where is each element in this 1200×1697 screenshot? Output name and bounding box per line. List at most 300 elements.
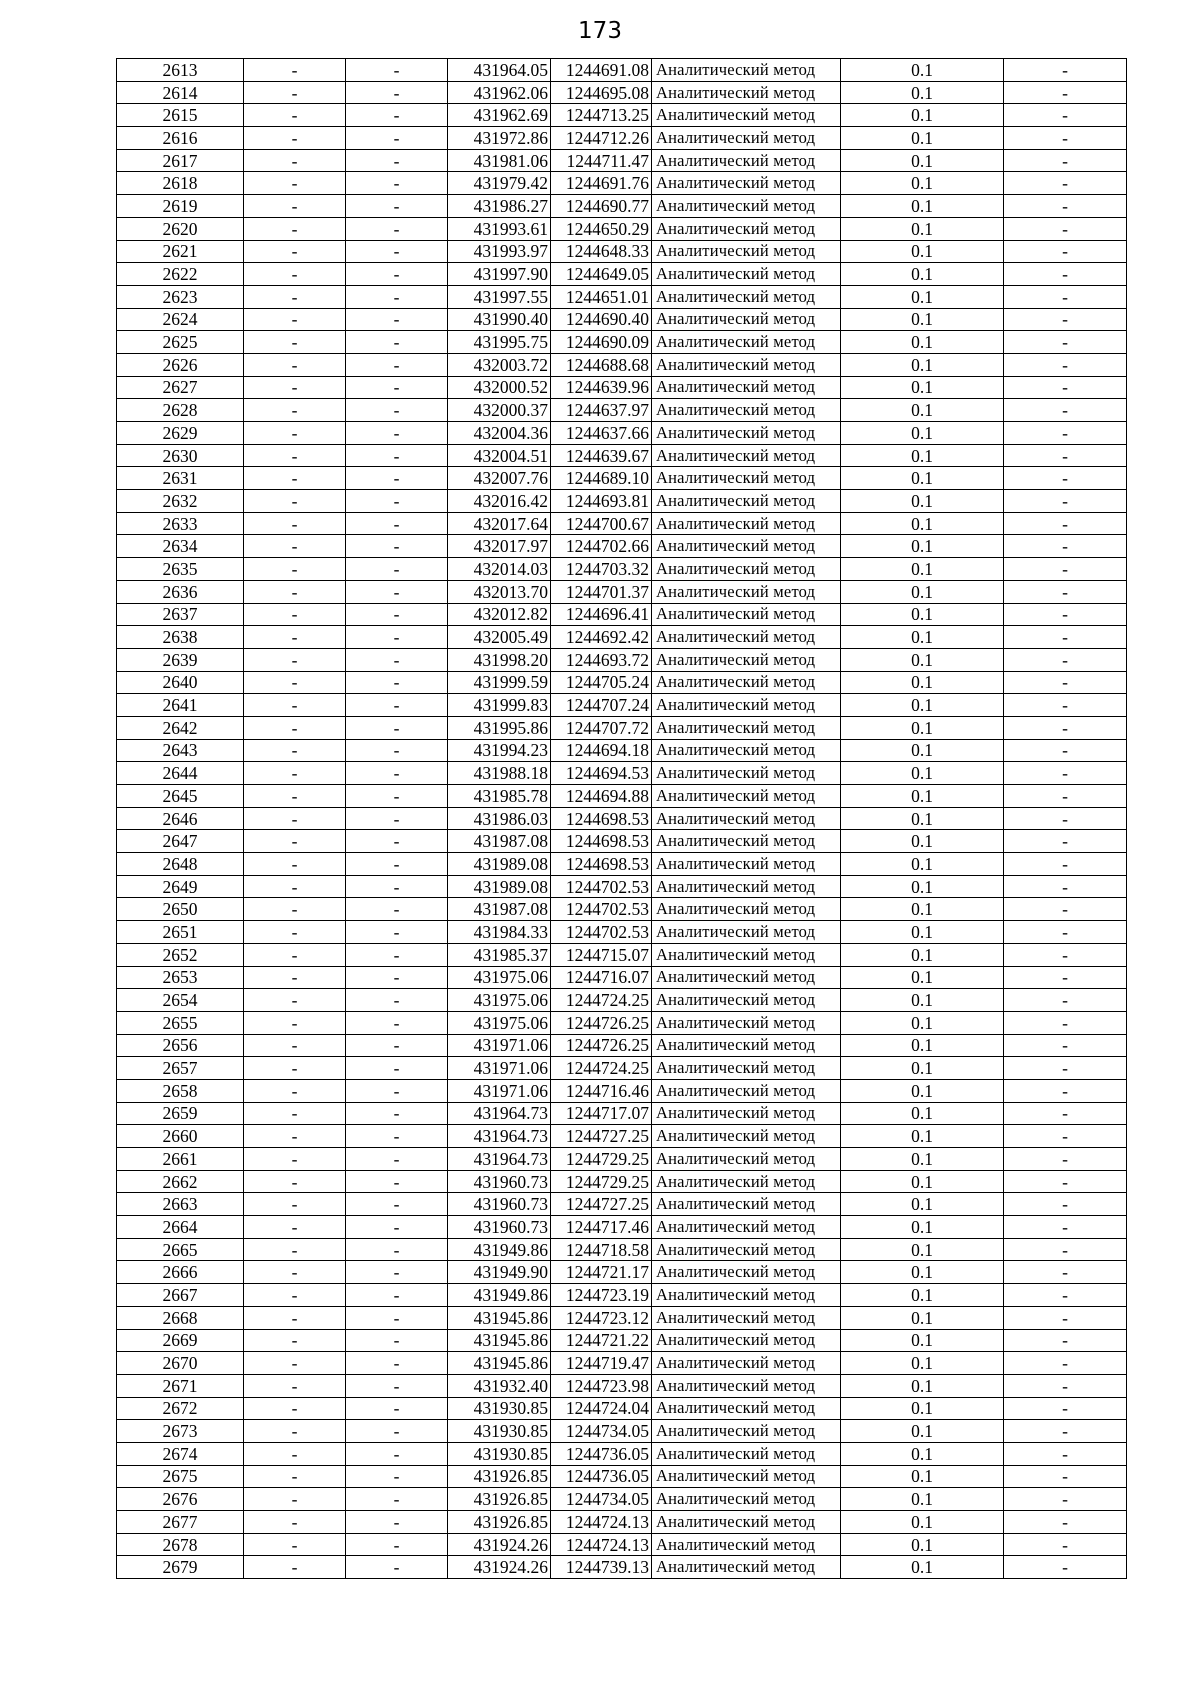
y-coordinate-cell: 1244694.53	[551, 762, 652, 785]
method-cell: Аналитический метод	[652, 807, 841, 830]
dash-cell: -	[1004, 1034, 1127, 1057]
table-row	[117, 285, 1127, 308]
table-row	[117, 671, 1127, 694]
method-cell: Аналитический метод	[652, 1193, 841, 1216]
dash-cell: -	[244, 1238, 346, 1261]
table-row	[117, 59, 1127, 82]
method-cell: Аналитический метод	[652, 921, 841, 944]
dash-cell: -	[244, 1216, 346, 1239]
x-coordinate-cell: 431994.23	[448, 739, 551, 762]
accuracy-cell: 0.1	[841, 285, 1004, 308]
y-coordinate-cell: 1244729.25	[551, 1148, 652, 1171]
dash-cell: -	[244, 1329, 346, 1352]
method-cell: Аналитический метод	[652, 195, 841, 218]
dash-cell: -	[346, 399, 448, 422]
x-coordinate-cell: 431930.85	[448, 1442, 551, 1465]
dash-cell: -	[346, 422, 448, 445]
method-cell: Аналитический метод	[652, 875, 841, 898]
method-cell: Аналитический метод	[652, 1102, 841, 1125]
dash-cell: -	[346, 1488, 448, 1511]
accuracy-cell: 0.1	[841, 1284, 1004, 1307]
dash-cell: -	[244, 807, 346, 830]
dash-cell: -	[346, 512, 448, 535]
x-coordinate-cell: 431993.97	[448, 240, 551, 263]
point-number-cell: 2613	[117, 59, 244, 82]
point-number-cell: 2674	[117, 1442, 244, 1465]
table-row	[117, 81, 1127, 104]
point-number-cell: 2646	[117, 807, 244, 830]
dash-cell: -	[244, 376, 346, 399]
table-row	[117, 512, 1127, 535]
dash-cell: -	[1004, 195, 1127, 218]
dash-cell: -	[346, 1374, 448, 1397]
table-row	[117, 580, 1127, 603]
point-number-cell: 2621	[117, 240, 244, 263]
x-coordinate-cell: 431945.86	[448, 1329, 551, 1352]
dash-cell: -	[1004, 1533, 1127, 1556]
dash-cell: -	[244, 1442, 346, 1465]
table-row	[117, 898, 1127, 921]
dash-cell: -	[1004, 1148, 1127, 1171]
dash-cell: -	[1004, 376, 1127, 399]
y-coordinate-cell: 1244705.24	[551, 671, 652, 694]
y-coordinate-cell: 1244690.77	[551, 195, 652, 218]
dash-cell: -	[244, 898, 346, 921]
dash-cell: -	[244, 626, 346, 649]
dash-cell: -	[244, 535, 346, 558]
dash-cell: -	[346, 1057, 448, 1080]
dash-cell: -	[346, 1533, 448, 1556]
point-number-cell: 2630	[117, 444, 244, 467]
x-coordinate-cell: 431988.18	[448, 762, 551, 785]
dash-cell: -	[244, 1556, 346, 1579]
dash-cell: -	[1004, 1352, 1127, 1375]
x-coordinate-cell: 431926.85	[448, 1465, 551, 1488]
dash-cell: -	[244, 1533, 346, 1556]
y-coordinate-cell: 1244693.81	[551, 490, 652, 513]
accuracy-cell: 0.1	[841, 603, 1004, 626]
accuracy-cell: 0.1	[841, 308, 1004, 331]
table-row	[117, 1193, 1127, 1216]
point-number-cell: 2665	[117, 1238, 244, 1261]
accuracy-cell: 0.1	[841, 240, 1004, 263]
point-number-cell: 2638	[117, 626, 244, 649]
x-coordinate-cell: 431998.20	[448, 648, 551, 671]
table-row	[117, 1216, 1127, 1239]
accuracy-cell: 0.1	[841, 376, 1004, 399]
x-coordinate-cell: 431960.73	[448, 1216, 551, 1239]
y-coordinate-cell: 1244695.08	[551, 81, 652, 104]
table-row	[117, 966, 1127, 989]
table-row	[117, 1079, 1127, 1102]
dash-cell: -	[244, 1306, 346, 1329]
point-number-cell: 2672	[117, 1397, 244, 1420]
x-coordinate-cell: 431949.86	[448, 1238, 551, 1261]
y-coordinate-cell: 1244721.17	[551, 1261, 652, 1284]
dash-cell: -	[244, 785, 346, 808]
dash-cell: -	[244, 399, 346, 422]
dash-cell: -	[244, 648, 346, 671]
dash-cell: -	[1004, 694, 1127, 717]
method-cell: Аналитический метод	[652, 626, 841, 649]
point-number-cell: 2650	[117, 898, 244, 921]
y-coordinate-cell: 1244696.41	[551, 603, 652, 626]
accuracy-cell: 0.1	[841, 263, 1004, 286]
accuracy-cell: 0.1	[841, 1420, 1004, 1443]
method-cell: Аналитический метод	[652, 1238, 841, 1261]
accuracy-cell: 0.1	[841, 1102, 1004, 1125]
dash-cell: -	[346, 353, 448, 376]
point-number-cell: 2627	[117, 376, 244, 399]
dash-cell: -	[346, 1556, 448, 1579]
dash-cell: -	[346, 172, 448, 195]
dash-cell: -	[1004, 989, 1127, 1012]
method-cell: Аналитический метод	[652, 1125, 841, 1148]
accuracy-cell: 0.1	[841, 1125, 1004, 1148]
dash-cell: -	[244, 1397, 346, 1420]
dash-cell: -	[1004, 422, 1127, 445]
table-row	[117, 127, 1127, 150]
point-number-cell: 2617	[117, 149, 244, 172]
table-row	[117, 1148, 1127, 1171]
dash-cell: -	[346, 285, 448, 308]
dash-cell: -	[346, 376, 448, 399]
method-cell: Аналитический метод	[652, 580, 841, 603]
dash-cell: -	[346, 1079, 448, 1102]
point-number-cell: 2645	[117, 785, 244, 808]
method-cell: Аналитический метод	[652, 671, 841, 694]
y-coordinate-cell: 1244727.25	[551, 1125, 652, 1148]
point-number-cell: 2675	[117, 1465, 244, 1488]
dash-cell: -	[1004, 399, 1127, 422]
table-row	[117, 1374, 1127, 1397]
dash-cell: -	[1004, 966, 1127, 989]
method-cell: Аналитический метод	[652, 1329, 841, 1352]
dash-cell: -	[1004, 1125, 1127, 1148]
y-coordinate-cell: 1244698.53	[551, 807, 652, 830]
y-coordinate-cell: 1244734.05	[551, 1420, 652, 1443]
dash-cell: -	[1004, 1261, 1127, 1284]
accuracy-cell: 0.1	[841, 694, 1004, 717]
x-coordinate-cell: 431932.40	[448, 1374, 551, 1397]
x-coordinate-cell: 432014.03	[448, 558, 551, 581]
dash-cell: -	[346, 308, 448, 331]
dash-cell: -	[244, 285, 346, 308]
dash-cell: -	[244, 217, 346, 240]
accuracy-cell: 0.1	[841, 422, 1004, 445]
dash-cell: -	[1004, 603, 1127, 626]
dash-cell: -	[346, 217, 448, 240]
coordinates-table	[116, 58, 1127, 1579]
x-coordinate-cell: 431979.42	[448, 172, 551, 195]
x-coordinate-cell: 431993.61	[448, 217, 551, 240]
point-number-cell: 2641	[117, 694, 244, 717]
y-coordinate-cell: 1244688.68	[551, 353, 652, 376]
method-cell: Аналитический метод	[652, 1306, 841, 1329]
point-number-cell: 2643	[117, 739, 244, 762]
dash-cell: -	[346, 626, 448, 649]
dash-cell: -	[244, 195, 346, 218]
x-coordinate-cell: 431960.73	[448, 1193, 551, 1216]
x-coordinate-cell: 431985.37	[448, 943, 551, 966]
y-coordinate-cell: 1244736.05	[551, 1465, 652, 1488]
point-number-cell: 2625	[117, 331, 244, 354]
accuracy-cell: 0.1	[841, 671, 1004, 694]
method-cell: Аналитический метод	[652, 149, 841, 172]
dash-cell: -	[1004, 785, 1127, 808]
accuracy-cell: 0.1	[841, 898, 1004, 921]
x-coordinate-cell: 431975.06	[448, 1011, 551, 1034]
accuracy-cell: 0.1	[841, 1034, 1004, 1057]
table-row	[117, 263, 1127, 286]
dash-cell: -	[244, 59, 346, 82]
y-coordinate-cell: 1244739.13	[551, 1556, 652, 1579]
table-row	[117, 830, 1127, 853]
x-coordinate-cell: 431945.86	[448, 1352, 551, 1375]
x-coordinate-cell: 431999.59	[448, 671, 551, 694]
y-coordinate-cell: 1244690.40	[551, 308, 652, 331]
x-coordinate-cell: 431989.08	[448, 875, 551, 898]
y-coordinate-cell: 1244727.25	[551, 1193, 652, 1216]
point-number-cell: 2622	[117, 263, 244, 286]
y-coordinate-cell: 1244711.47	[551, 149, 652, 172]
table-row	[117, 1420, 1127, 1443]
dash-cell: -	[1004, 217, 1127, 240]
x-coordinate-cell: 431990.40	[448, 308, 551, 331]
dash-cell: -	[1004, 626, 1127, 649]
x-coordinate-cell: 431995.75	[448, 331, 551, 354]
y-coordinate-cell: 1244650.29	[551, 217, 652, 240]
dash-cell: -	[346, 1034, 448, 1057]
y-coordinate-cell: 1244702.53	[551, 875, 652, 898]
dash-cell: -	[244, 127, 346, 150]
point-number-cell: 2656	[117, 1034, 244, 1057]
accuracy-cell: 0.1	[841, 1329, 1004, 1352]
dash-cell: -	[1004, 1556, 1127, 1579]
method-cell: Аналитический метод	[652, 1352, 841, 1375]
dash-cell: -	[1004, 1011, 1127, 1034]
method-cell: Аналитический метод	[652, 943, 841, 966]
method-cell: Аналитический метод	[652, 1261, 841, 1284]
x-coordinate-cell: 432016.42	[448, 490, 551, 513]
y-coordinate-cell: 1244702.66	[551, 535, 652, 558]
dash-cell: -	[1004, 1442, 1127, 1465]
method-cell: Аналитический метод	[652, 966, 841, 989]
table-row	[117, 353, 1127, 376]
table-row	[117, 149, 1127, 172]
dash-cell: -	[244, 762, 346, 785]
point-number-cell: 2653	[117, 966, 244, 989]
dash-cell: -	[346, 195, 448, 218]
dash-cell: -	[1004, 467, 1127, 490]
method-cell: Аналитический метод	[652, 172, 841, 195]
method-cell: Аналитический метод	[652, 1442, 841, 1465]
accuracy-cell: 0.1	[841, 1238, 1004, 1261]
table-row	[117, 1125, 1127, 1148]
x-coordinate-cell: 432012.82	[448, 603, 551, 626]
y-coordinate-cell: 1244724.04	[551, 1397, 652, 1420]
dash-cell: -	[1004, 807, 1127, 830]
point-number-cell: 2659	[117, 1102, 244, 1125]
dash-cell: -	[1004, 81, 1127, 104]
point-number-cell: 2631	[117, 467, 244, 490]
table-row	[117, 1102, 1127, 1125]
dash-cell: -	[1004, 762, 1127, 785]
method-cell: Аналитический метод	[652, 1148, 841, 1171]
dash-cell: -	[1004, 331, 1127, 354]
dash-cell: -	[244, 444, 346, 467]
y-coordinate-cell: 1244729.25	[551, 1170, 652, 1193]
dash-cell: -	[346, 1148, 448, 1171]
method-cell: Аналитический метод	[652, 422, 841, 445]
point-number-cell: 2620	[117, 217, 244, 240]
y-coordinate-cell: 1244723.98	[551, 1374, 652, 1397]
y-coordinate-cell: 1244726.25	[551, 1011, 652, 1034]
dash-cell: -	[244, 875, 346, 898]
dash-cell: -	[1004, 875, 1127, 898]
accuracy-cell: 0.1	[841, 1216, 1004, 1239]
dash-cell: -	[244, 331, 346, 354]
accuracy-cell: 0.1	[841, 1556, 1004, 1579]
y-coordinate-cell: 1244698.53	[551, 853, 652, 876]
y-coordinate-cell: 1244716.07	[551, 966, 652, 989]
dash-cell: -	[244, 467, 346, 490]
method-cell: Аналитический метод	[652, 263, 841, 286]
y-coordinate-cell: 1244719.47	[551, 1352, 652, 1375]
dash-cell: -	[1004, 285, 1127, 308]
accuracy-cell: 0.1	[841, 127, 1004, 150]
table-row	[117, 217, 1127, 240]
x-coordinate-cell: 431926.85	[448, 1488, 551, 1511]
dash-cell: -	[244, 739, 346, 762]
method-cell: Аналитический метод	[652, 1488, 841, 1511]
table-row	[117, 853, 1127, 876]
method-cell: Аналитический метод	[652, 1465, 841, 1488]
dash-cell: -	[1004, 1238, 1127, 1261]
y-coordinate-cell: 1244639.96	[551, 376, 652, 399]
dash-cell: -	[346, 1352, 448, 1375]
table-row	[117, 807, 1127, 830]
dash-cell: -	[346, 59, 448, 82]
dash-cell: -	[244, 104, 346, 127]
accuracy-cell: 0.1	[841, 1193, 1004, 1216]
dash-cell: -	[1004, 1057, 1127, 1080]
dash-cell: -	[244, 1374, 346, 1397]
dash-cell: -	[244, 1261, 346, 1284]
dash-cell: -	[346, 1306, 448, 1329]
dash-cell: -	[1004, 1465, 1127, 1488]
x-coordinate-cell: 431997.55	[448, 285, 551, 308]
dash-cell: -	[244, 263, 346, 286]
method-cell: Аналитический метод	[652, 376, 841, 399]
accuracy-cell: 0.1	[841, 739, 1004, 762]
dash-cell: -	[1004, 1193, 1127, 1216]
accuracy-cell: 0.1	[841, 1533, 1004, 1556]
dash-cell: -	[1004, 830, 1127, 853]
accuracy-cell: 0.1	[841, 648, 1004, 671]
y-coordinate-cell: 1244637.66	[551, 422, 652, 445]
dash-cell: -	[346, 875, 448, 898]
dash-cell: -	[346, 1284, 448, 1307]
method-cell: Аналитический метод	[652, 853, 841, 876]
y-coordinate-cell: 1244707.72	[551, 716, 652, 739]
table-row	[117, 603, 1127, 626]
dash-cell: -	[346, 671, 448, 694]
y-coordinate-cell: 1244723.19	[551, 1284, 652, 1307]
accuracy-cell: 0.1	[841, 1261, 1004, 1284]
point-number-cell: 2671	[117, 1374, 244, 1397]
dash-cell: -	[244, 1148, 346, 1171]
dash-cell: -	[244, 1102, 346, 1125]
y-coordinate-cell: 1244734.05	[551, 1488, 652, 1511]
x-coordinate-cell: 431971.06	[448, 1034, 551, 1057]
y-coordinate-cell: 1244724.13	[551, 1533, 652, 1556]
accuracy-cell: 0.1	[841, 1374, 1004, 1397]
table-row	[117, 240, 1127, 263]
x-coordinate-cell: 431987.08	[448, 830, 551, 853]
point-number-cell: 2678	[117, 1533, 244, 1556]
dash-cell: -	[244, 422, 346, 445]
accuracy-cell: 0.1	[841, 1079, 1004, 1102]
dash-cell: -	[1004, 648, 1127, 671]
point-number-cell: 2642	[117, 716, 244, 739]
dash-cell: -	[1004, 240, 1127, 263]
point-number-cell: 2673	[117, 1420, 244, 1443]
dash-cell: -	[244, 1284, 346, 1307]
dash-cell: -	[346, 785, 448, 808]
dash-cell: -	[244, 853, 346, 876]
dash-cell: -	[346, 104, 448, 127]
method-cell: Аналитический метод	[652, 694, 841, 717]
dash-cell: -	[1004, 853, 1127, 876]
dash-cell: -	[1004, 1102, 1127, 1125]
method-cell: Аналитический метод	[652, 127, 841, 150]
y-coordinate-cell: 1244701.37	[551, 580, 652, 603]
x-coordinate-cell: 431999.83	[448, 694, 551, 717]
method-cell: Аналитический метод	[652, 739, 841, 762]
dash-cell: -	[244, 1488, 346, 1511]
table-row	[117, 104, 1127, 127]
method-cell: Аналитический метод	[652, 1170, 841, 1193]
point-number-cell: 2632	[117, 490, 244, 513]
point-number-cell: 2637	[117, 603, 244, 626]
y-coordinate-cell: 1244715.07	[551, 943, 652, 966]
x-coordinate-cell: 431924.26	[448, 1533, 551, 1556]
dash-cell: -	[346, 694, 448, 717]
dash-cell: -	[244, 240, 346, 263]
method-cell: Аналитический метод	[652, 490, 841, 513]
dash-cell: -	[346, 1238, 448, 1261]
dash-cell: -	[244, 1125, 346, 1148]
method-cell: Аналитический метод	[652, 1374, 841, 1397]
point-number-cell: 2668	[117, 1306, 244, 1329]
x-coordinate-cell: 431971.06	[448, 1079, 551, 1102]
table-row	[117, 1057, 1127, 1080]
x-coordinate-cell: 431964.73	[448, 1102, 551, 1125]
x-coordinate-cell: 431972.86	[448, 127, 551, 150]
dash-cell: -	[346, 739, 448, 762]
point-number-cell: 2666	[117, 1261, 244, 1284]
x-coordinate-cell: 431985.78	[448, 785, 551, 808]
dash-cell: -	[1004, 308, 1127, 331]
dash-cell: -	[1004, 943, 1127, 966]
dash-cell: -	[1004, 1284, 1127, 1307]
dash-cell: -	[346, 966, 448, 989]
x-coordinate-cell: 431949.90	[448, 1261, 551, 1284]
x-coordinate-cell: 431924.26	[448, 1556, 551, 1579]
method-cell: Аналитический метод	[652, 558, 841, 581]
y-coordinate-cell: 1244736.05	[551, 1442, 652, 1465]
